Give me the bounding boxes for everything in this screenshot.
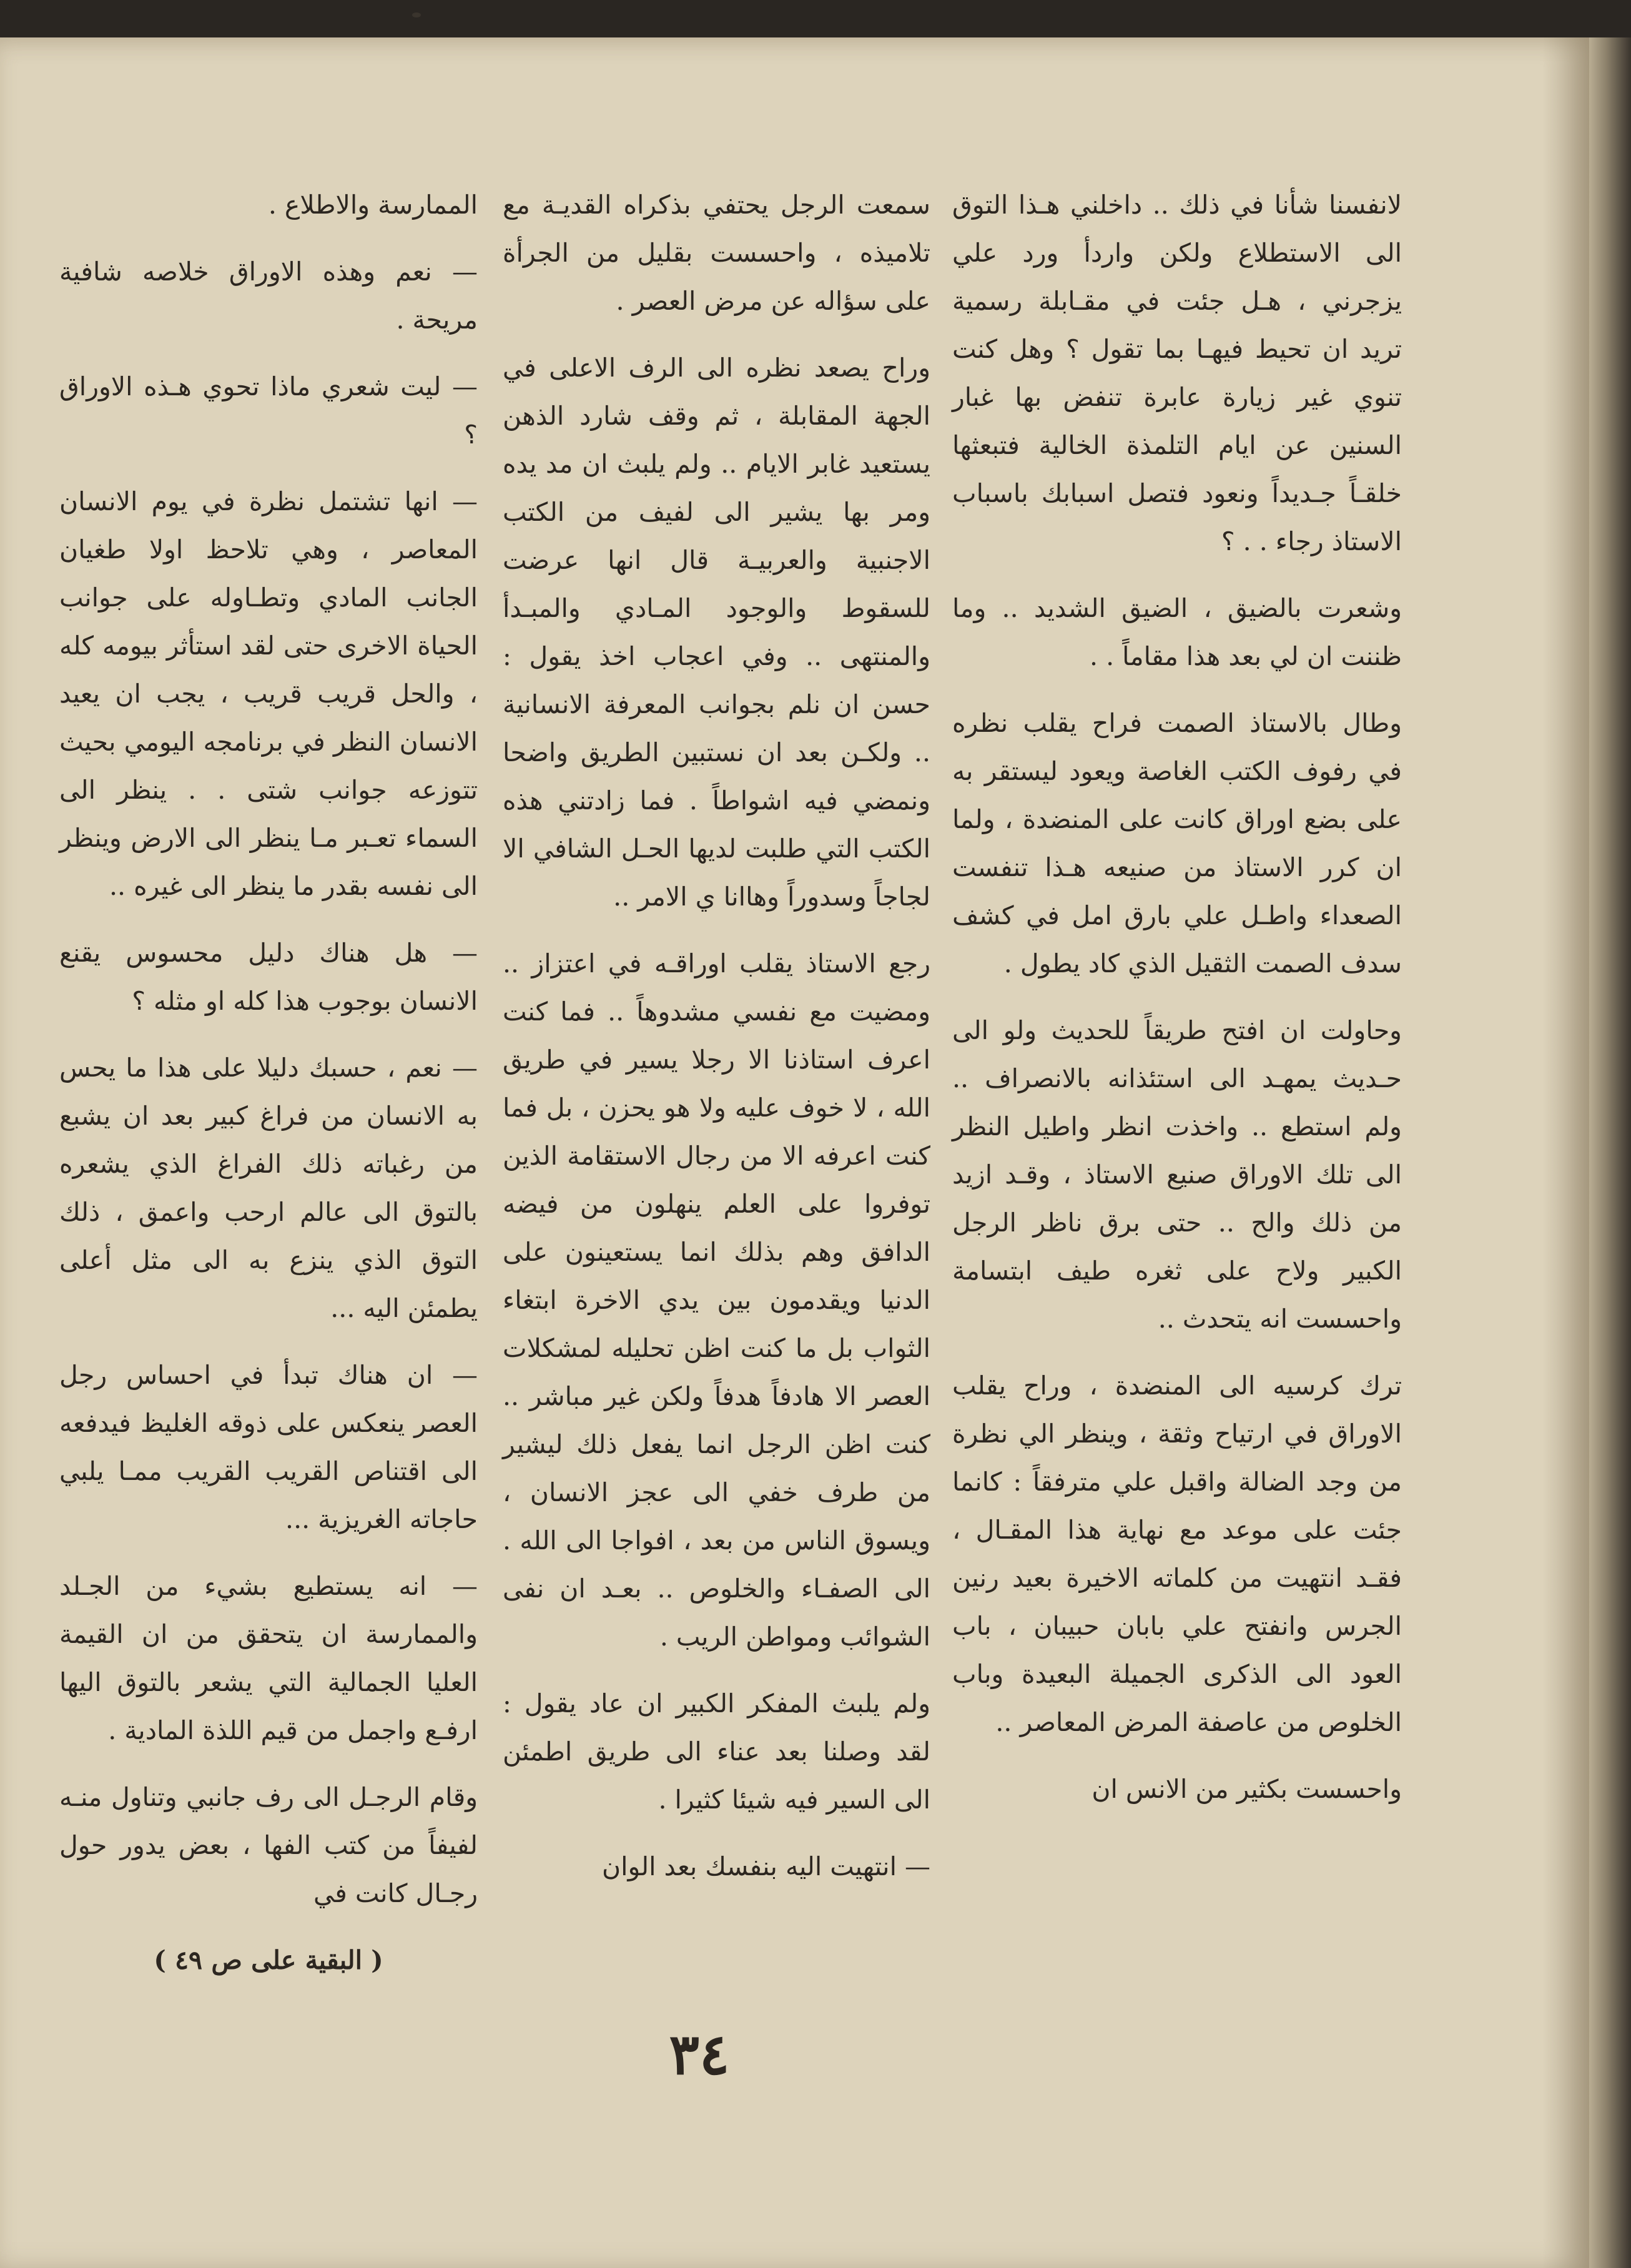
paragraph: رجع الاستاذ يقلب اوراقـه في اعتزاز .. ومضيت مع نفسي مشدوهاً .. فما كنت اعرف استاذنا الا رجلا يسير في طريق الله ، لا خوف عليه ولا هو يحزن ، بل فما كنت اعرفه الا من رجال الاستقامة الذين توفروا على العلم ينهلون من فيضه الدافق وهم بذلك انما يستعينون على الدنيا ويقدمون بين يدي الاخرة ابتغاء الثواب بل ما كنت اظن تحليله لمشكلات العصر الا هادفاً هدفاً ولكن غير مباشر .. كنت اظن الرجل انما يفعل ذلك ليشير من طرف خفي الى عجز الانسان ، ويسوق الناس من بعد ، افواجا الى الله . الى الصفـاء والخلوص .. بعـد ان نفى الشوائب ومواطن الريب .: [503, 949, 930, 1652]
paragraph: ولم يلبث المفكر الكبير ان عاد يقول : لقد وصلنا بعد عناء الى طريق اطمئن الى السير فيه شيئا كثيرا .: [503, 1689, 930, 1815]
paragraph: — نعم ، حسبك دليلا على هذا ما يحس به الانسان من فراغ كبير بعد ان يشبع من رغباته ذلك الفراغ الذي يشعره بالتوق الى عالم ارحب واعمق ، ذلك التوق الذي ينزع به الى مثل أعلى يطمئن اليه ...: [59, 1053, 478, 1323]
article-column-left: [59, 181, 478, 1984]
paragraph: وقام الرجـل الى رف جانبي وتناول منـه لفيفاً من كتب الفها ، بعض يدور حول رجـال كانت في: [59, 1782, 478, 1908]
paragraph: ترك كرسيه الى المنضدة ، وراح يقلب الاوراق في ارتياح وثقة ، وينظر الي نظرة من وجد الضالة واقبل علي مترفقاً : كانما جئت على موعد مع نهاية هذا المقـال ، فقـد انتهيت من كلماته الاخيرة بعيد رنين الجرس وانفتح علي بابان حبيبان ، باب العود الى الذكرى الجميلة البعيدة وباب الخلوص من عاصفة المرض المعاصر ..: [952, 1371, 1402, 1737]
paragraph: — ليت شعري ماذا تحوي هـذه الاوراق ؟: [59, 372, 478, 450]
paragraph: الممارسة والاطلاع .: [268, 190, 478, 220]
dust-speck: [412, 12, 421, 17]
paragraph: وحاولت ان افتح طريقاً للحديث ولو الى حـديث يمهـد الى استئذانه بالانصراف .. ولم استطع .. واخذت انظر واطيل النظر الى تلك الاوراق صنيع الاستاذ ، وقـد ازيد من ذلك والح .. حتى برق ناظر الرجل الكبير ولاح على ثغره طيف ابتسامة واحسست انه يتحدث ..: [952, 1015, 1402, 1334]
paragraph: لانفسنا شأنا في ذلك .. داخلني هـذا التوق الى الاستطلاع ولكن واردأ ورد علي يزجرني ، هـل جئت في مقـابلة رسمية تريد ان تحيط فيهـا بما تقول ؟ وهل كنت تنوي غير زيارة عابرة تنفض بها غبار السنين عن ايام التلمذة الخالية فتبعثها خلقـاً جـديداً ونعود فتصل اسبابك باسباب الاستاذ رجاء . . ؟: [952, 190, 1402, 556]
page-edge: [1589, 37, 1631, 2268]
page-number: ٣٤: [669, 2021, 730, 2088]
paragraph: — نعم وهذه الاوراق خلاصه شافية مريحة .: [59, 257, 478, 335]
continued-note: ( البقية على ص ٤٩ ): [154, 1945, 383, 1975]
paragraph: واحسست بكثير من الانس ان: [1091, 1774, 1402, 1804]
paragraph: وراح يصعد نظره الى الرف الاعلى في الجهة المقابلة ، ثم وقف شارد الذهن يستعيد غابر الايام .. ولم يلبث ان مد يده ومر بها يشير الى لفيف من الكتب الاجنبية والعربيـة قال انها عرضت للسقوط والوجود المـادي والمبـدأ والمنتهى .. وفي اعجاب اخذ يقول : حسن ان نلم بجوانب المعرفة الانسانية .. ولكـن بعد ان نستبين الطريق واضحا ونمضي فيه اشواطاً . فما زادتني هذه الكتب التي طلبت لديها الحـل الشافي الا لجاجاً وسدوراً وهاانا ي الامر ..: [503, 353, 930, 912]
article-column-right: [952, 181, 1402, 1832]
paragraph: — ان هناك تبدأ في احساس رجل العصر ينعكس على ذوقه الغليظ فيدفعه الى اقتناص القريب القريب ممـا يلبي حاجاته الغريزية ...: [59, 1360, 478, 1534]
paragraph: — انها تشتمل نظرة في يوم الانسان المعاصر ، وهي تلاحظ اولا طغيان الجانب المادي وتطـاوله على جوانب الحياة الاخرى حتى لقد استأثر بيومه كله ، والحل قريب قريب ، يجب ان يعيد الانسان النظر في برنامجه اليومي بحيث تتوزعه جوانب شتى . . ينظر الى السماء تعـبر مـا ينظر الى الارض وينظر الى نفسه بقدر ما ينظر الى غيره ..: [59, 486, 478, 901]
paragraph: — انه يستطيع بشيء من الجـلد والممارسة ان يتحقق من ان القيمة العليا الجمالية التي يشعر بالتوق اليها ارفـع واجمل من قيم اللذة المادية .: [59, 1571, 478, 1745]
paragraph: وطال بالاستاذ الصمت فراح يقلب نظره في رفوف الكتب الغاصة ويعود ليستقر به على بضع اوراق كانت على المنضدة ، ولما ان كرر الاستاذ من صنيعه هـذا تنفست الصعداء واطـل علي بارق امل في كشف سدف الصمت الثقيل الذي كاد يطول .: [952, 708, 1402, 979]
page-gutter-shadow: [1542, 37, 1589, 2268]
paragraph: وشعرت بالضيق ، الضيق الشديد .. وما ظننت ان لي بعد هذا مقاماً . .: [952, 593, 1402, 671]
article-column-middle: [503, 181, 930, 1910]
paragraph: — هل هناك دليل محسوس يقنع الانسان بوجوب هذا كله او مثله ؟: [59, 938, 478, 1016]
paragraph: — انتهيت اليه بنفسك بعد الوان: [601, 1851, 930, 1881]
paragraph: سمعت الرجل يحتفي بذكراه القديـة مع تلاميذه ، واحسست بقليل من الجرأة على سؤاله عن مرض العصر .: [503, 190, 930, 316]
